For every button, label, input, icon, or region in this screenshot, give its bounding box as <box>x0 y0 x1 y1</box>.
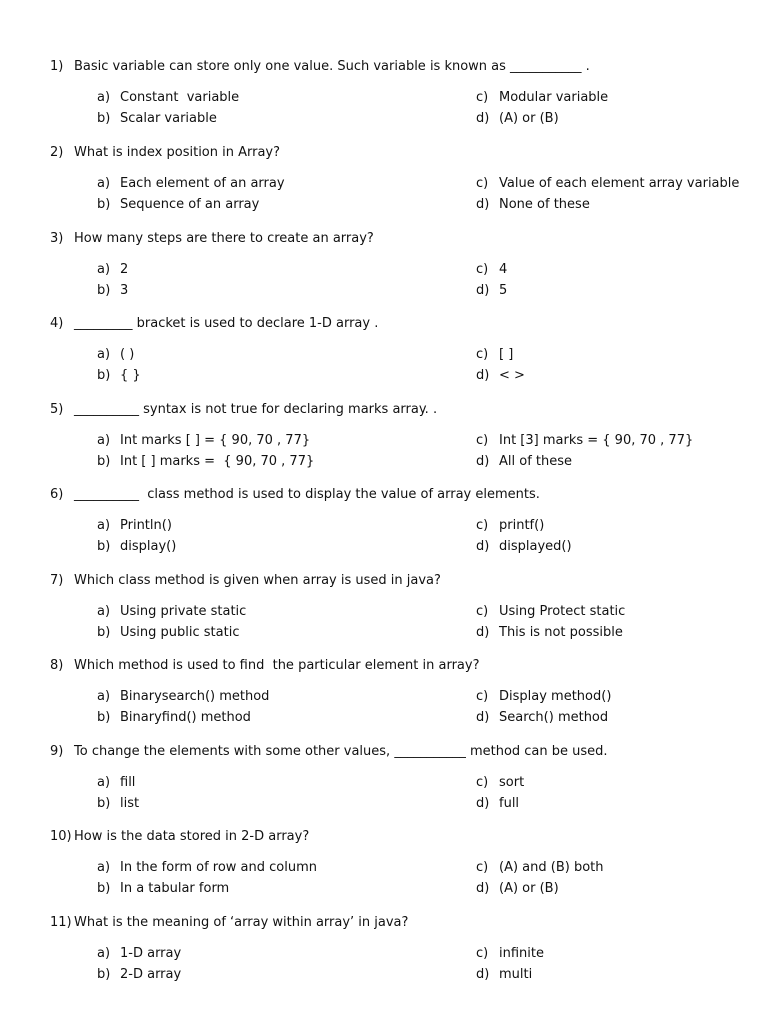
option-text: printf() <box>499 518 545 533</box>
option-letter: d) <box>476 967 490 982</box>
question-number: 3) <box>50 231 64 246</box>
option-text: Search() method <box>499 710 609 725</box>
option-letter: c) <box>476 90 489 105</box>
option-letter: b) <box>97 454 111 469</box>
option-text: None of these <box>499 197 590 212</box>
question-text: __________ syntax is not true for declaring marks array. . <box>74 402 438 417</box>
option-letter: d) <box>476 197 490 212</box>
option-letter: a) <box>97 604 111 619</box>
question-9 <box>0 743 768 829</box>
question-text: Which class method is given when array is used in java? <box>74 573 441 588</box>
question-3 <box>0 230 768 316</box>
option-letter: c) <box>476 518 489 533</box>
option-text: In the form of row and column <box>120 860 317 875</box>
option-text: (A) or (B) <box>499 881 559 896</box>
option-letter: a) <box>97 775 111 790</box>
option-text: [ ] <box>499 347 514 362</box>
option-text: Println() <box>120 518 172 533</box>
option-text: displayed() <box>499 539 572 554</box>
question-8 <box>0 657 768 743</box>
option-letter: b) <box>97 796 111 811</box>
option-text: Binaryfind() method <box>120 710 251 725</box>
option-letter: a) <box>97 860 111 875</box>
question-number: 7) <box>50 573 64 588</box>
option-letter: b) <box>97 710 111 725</box>
option-text: Using Protect static <box>499 604 626 619</box>
option-letter: d) <box>476 710 490 725</box>
question-1 <box>0 58 768 144</box>
option-letter: d) <box>476 454 490 469</box>
option-text: Scalar variable <box>120 111 217 126</box>
question-number: 4) <box>50 316 64 331</box>
question-number: 9) <box>50 744 64 759</box>
option-letter: b) <box>97 539 111 554</box>
question-number: 8) <box>50 658 64 673</box>
option-text: list <box>120 796 140 811</box>
option-letter: b) <box>97 368 111 383</box>
option-letter: a) <box>97 946 111 961</box>
option-letter: a) <box>97 347 111 362</box>
option-text: 5 <box>499 283 508 298</box>
option-letter: c) <box>476 433 489 448</box>
option-letter: c) <box>476 176 489 191</box>
question-text: How many steps are there to create an array? <box>74 231 374 246</box>
question-text: How is the data stored in 2-D array? <box>74 829 310 844</box>
option-text: Int marks [ ] = { 90, 70 , 77} <box>120 433 311 448</box>
question-number: 2) <box>50 145 64 160</box>
question-7 <box>0 572 768 658</box>
option-text: sort <box>499 775 525 790</box>
question-text: _________ bracket is used to declare 1-D array . <box>74 316 379 331</box>
option-letter: a) <box>97 176 111 191</box>
option-text: Value of each element array variable <box>499 176 740 191</box>
option-text: fill <box>120 775 136 790</box>
option-letter: d) <box>476 368 490 383</box>
option-letter: a) <box>97 433 111 448</box>
option-letter: b) <box>97 283 111 298</box>
option-letter: c) <box>476 262 489 277</box>
option-text: Int [3] marks = { 90, 70 , 77} <box>499 433 694 448</box>
option-letter: d) <box>476 111 490 126</box>
option-letter: a) <box>97 262 111 277</box>
question-number: 10) <box>50 829 72 844</box>
option-text: multi <box>499 967 533 982</box>
option-letter: a) <box>97 90 111 105</box>
option-text: (A) or (B) <box>499 111 559 126</box>
option-text: Binarysearch() method <box>120 689 270 704</box>
option-letter: c) <box>476 946 489 961</box>
option-letter: b) <box>97 625 111 640</box>
option-text: Display method() <box>499 689 612 704</box>
option-text: Modular variable <box>499 90 609 105</box>
option-letter: b) <box>97 111 111 126</box>
question-6 <box>0 486 768 572</box>
option-text: infinite <box>499 946 544 961</box>
option-text: Using public static <box>120 625 240 640</box>
option-letter: c) <box>476 775 489 790</box>
option-text: 2-D array <box>120 967 182 982</box>
option-letter: a) <box>97 689 111 704</box>
option-letter: d) <box>476 881 490 896</box>
option-letter: b) <box>97 197 111 212</box>
question-number: 5) <box>50 402 64 417</box>
option-letter: d) <box>476 796 490 811</box>
question-text: Which method is used to find the particular element in array? <box>74 658 480 673</box>
option-text: 4 <box>499 262 508 277</box>
question-11 <box>0 914 768 1000</box>
option-text: { } <box>120 368 141 383</box>
option-letter: d) <box>476 283 490 298</box>
option-letter: c) <box>476 860 489 875</box>
option-text: Each element of an array <box>120 176 285 191</box>
question-number: 11) <box>50 915 72 930</box>
option-letter: b) <box>97 881 111 896</box>
option-text: ( ) <box>120 347 135 362</box>
question-text: What is the meaning of ‘array within array’ in java? <box>74 915 409 930</box>
option-text: Constant variable <box>120 90 240 105</box>
option-text: display() <box>120 539 177 554</box>
option-text: Sequence of an array <box>120 197 260 212</box>
question-5 <box>0 401 768 487</box>
option-text: 2 <box>120 262 129 277</box>
option-letter: d) <box>476 625 490 640</box>
question-number: 6) <box>50 487 64 502</box>
option-text: All of these <box>499 454 573 469</box>
question-text: To change the elements with some other values, ___________ method can be used. <box>74 744 608 759</box>
option-text: < > <box>499 368 525 383</box>
question-number: 1) <box>50 59 64 74</box>
question-text: __________ class method is used to display the value of array elements. <box>74 487 540 502</box>
option-text: 3 <box>120 283 129 298</box>
option-text: (A) and (B) both <box>499 860 604 875</box>
question-10 <box>0 828 768 914</box>
question-4 <box>0 315 768 401</box>
option-text: This is not possible <box>499 625 623 640</box>
option-letter: c) <box>476 689 489 704</box>
option-letter: a) <box>97 518 111 533</box>
option-letter: c) <box>476 604 489 619</box>
option-letter: b) <box>97 967 111 982</box>
option-letter: d) <box>476 539 490 554</box>
option-text: Int [ ] marks = { 90, 70 , 77} <box>120 454 315 469</box>
question-text: Basic variable can store only one value. Such variable is known as ___________ . <box>74 59 590 74</box>
question-2 <box>0 144 768 230</box>
option-text: Using private static <box>120 604 247 619</box>
option-text: full <box>499 796 520 811</box>
option-text: In a tabular form <box>120 881 230 896</box>
question-text: What is index position in Array? <box>74 145 281 160</box>
option-text: 1-D array <box>120 946 182 961</box>
option-letter: c) <box>476 347 489 362</box>
